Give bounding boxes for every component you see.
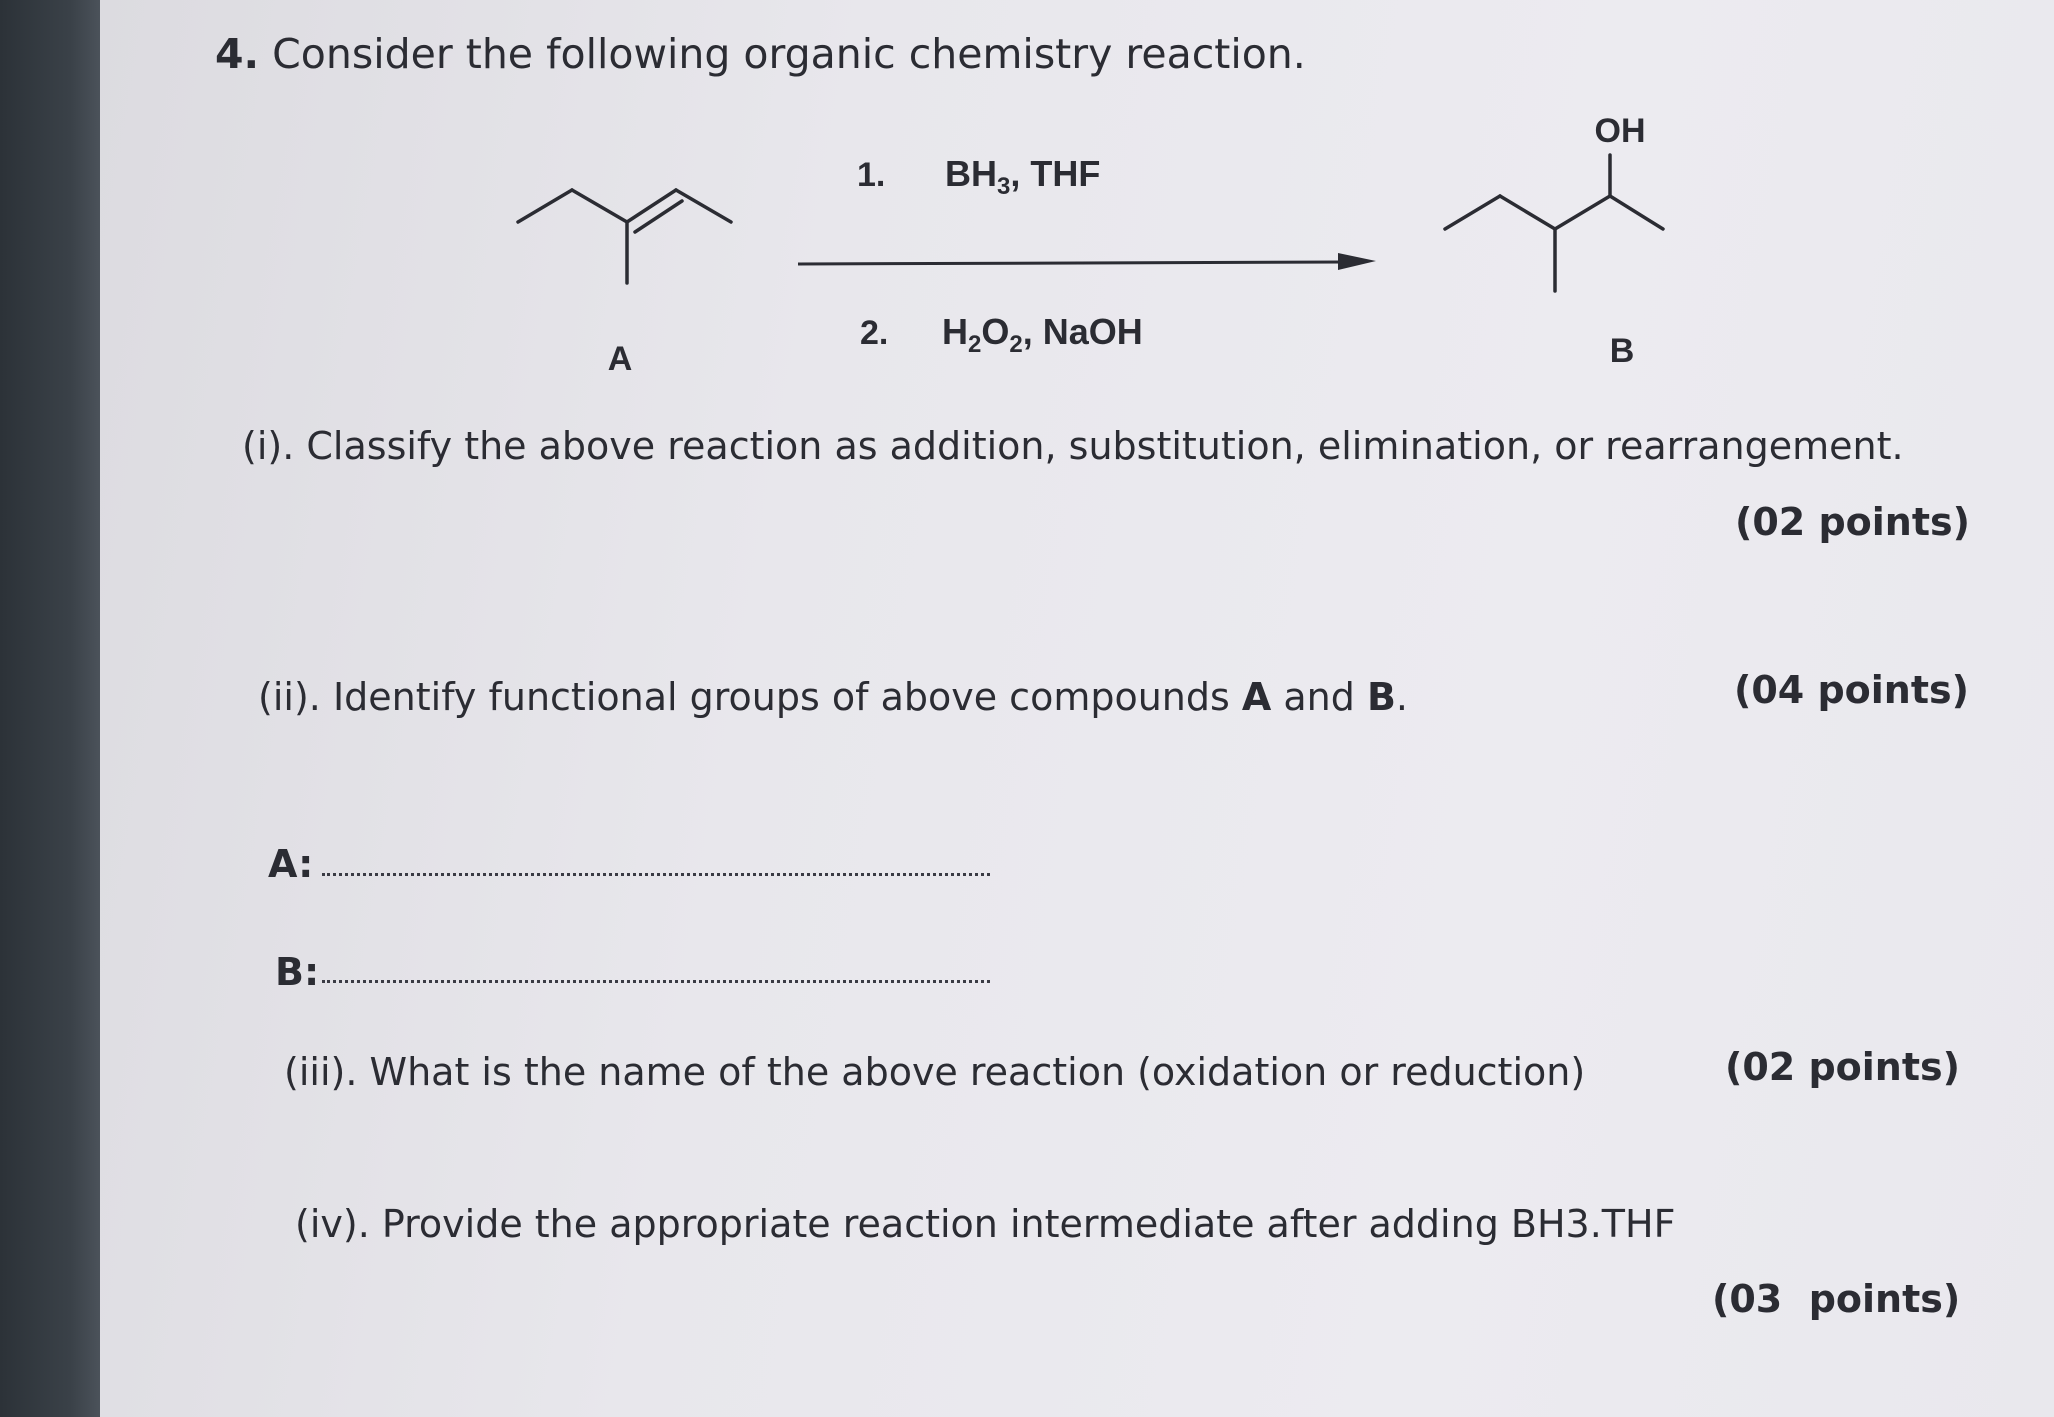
answer-b-label: B: bbox=[275, 950, 320, 994]
part-ii-text-end: . bbox=[1395, 675, 1409, 719]
part-ii-points: (04 points) bbox=[1734, 668, 1970, 712]
part-iii bbox=[284, 1050, 1585, 1094]
part-ii-label: (ii). bbox=[258, 675, 321, 719]
answer-a-label: A: bbox=[268, 842, 314, 886]
step2-reagents: $H_2O_2$, NaOH bbox=[942, 311, 1143, 358]
answer-b-line[interactable] bbox=[322, 980, 990, 983]
product-label: B bbox=[1609, 332, 1635, 370]
step1-reagents: $BH_3$, THF bbox=[945, 153, 1101, 200]
reaction-scheme bbox=[0, 0, 2054, 400]
question-number: 4. bbox=[215, 30, 260, 78]
hydroxyl-label: OH bbox=[1594, 112, 1646, 150]
part-iv-text: Provide the appropriate reaction intermediate after adding BH3.THF bbox=[381, 1202, 1676, 1246]
question-text: Consider the following organic chemistry reaction. bbox=[272, 30, 1306, 78]
part-i-points: (02 points) bbox=[1735, 500, 1971, 544]
reactant-label: A bbox=[607, 340, 633, 378]
product-b-structure bbox=[1445, 155, 1663, 291]
part-ii bbox=[258, 675, 1408, 719]
step2-number: 2. bbox=[860, 314, 889, 352]
part-iv-points: (03 points) bbox=[1712, 1277, 1961, 1321]
part-i-label: (i). bbox=[242, 424, 295, 468]
part-iv bbox=[295, 1202, 1675, 1246]
step1-number: 1. bbox=[857, 156, 886, 194]
answer-a-line[interactable] bbox=[322, 873, 990, 876]
part-ii-text-before: Identify functional groups of above compounds bbox=[332, 675, 1242, 719]
part-ii-text-mid: and bbox=[1271, 675, 1367, 719]
part-iv-label: (iv). bbox=[295, 1202, 370, 1246]
part-i bbox=[242, 424, 1904, 468]
part-iii-text: What is the name of the above reaction (oxidation or reduction) bbox=[369, 1050, 1586, 1094]
part-ii-compound-b: B bbox=[1366, 675, 1396, 719]
part-iii-points: (02 points) bbox=[1725, 1045, 1961, 1089]
part-i-text: Classify the above reaction as addition, substitution, elimination, or rearrangement. bbox=[306, 424, 1904, 468]
reactant-a-structure bbox=[518, 190, 731, 283]
reaction-arrow bbox=[798, 253, 1376, 270]
part-iii-label: (iii). bbox=[284, 1050, 358, 1094]
part-ii-compound-a: A bbox=[1241, 675, 1272, 719]
